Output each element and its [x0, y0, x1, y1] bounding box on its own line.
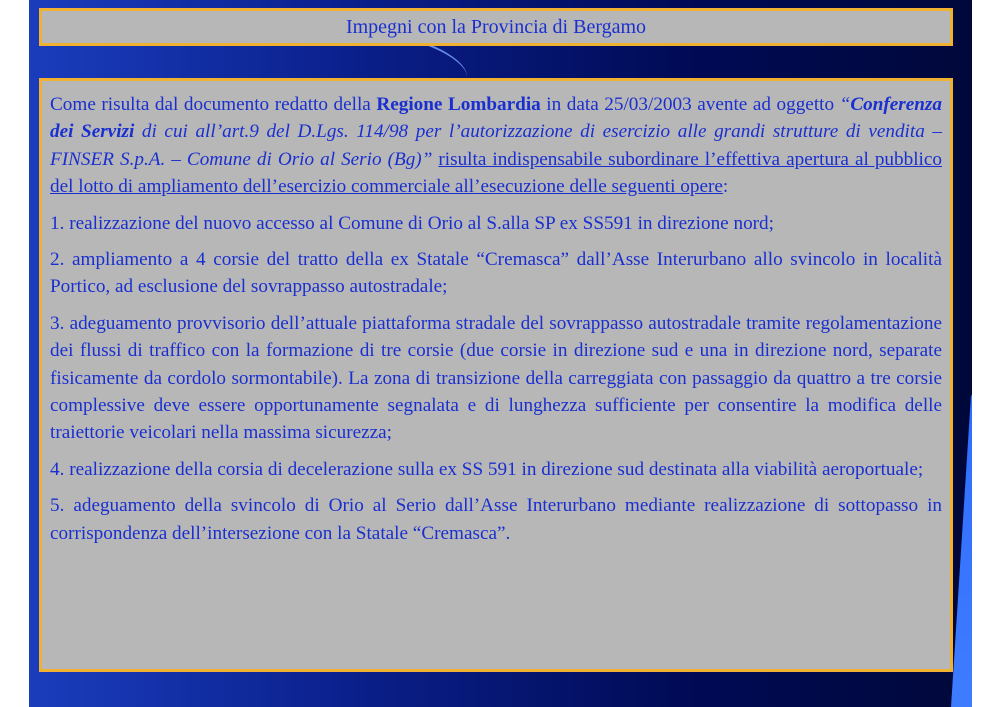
intro-text-5: : [722, 176, 729, 198]
list-item-5: 5. adeguamento della svincolo di Orio al Serio dall’Asse Interurbano mediante realizzazione di sottopasso in corrispondenza dell’intersezione con la Statale “Cremasca”. [50, 495, 942, 544]
intro-text-3: di cui all’art.9 del D.Lgs. 114/98 per l’autorizzazione di esercizio alle grandi strutture di vendita – FINSER S.p.A. – Comune di Orio al Serio (Bg)” [50, 121, 942, 170]
conference-name: Conferenza dei Servizi [50, 94, 942, 143]
list-item-2: 2. ampliamento a 4 corsie del tratto della ex Statale “Cremasca” dall’Asse Interurbano allo svincolo in località Portico, ad esclusione del sovrappasso autostradale; [50, 249, 942, 298]
list-item-3: 3. adeguamento provvisorio dell’attuale piattaforma stradale del sovrappasso autostradale tramite regolamentazione dei flussi di traffico con la formazione di tre corsie (due corsie in direzione sud e una in direzione nord, separate fisicamente da cordolo sormontabile). La zona di transizione della carreggiata con passaggio da quattro a tre corsie complessive deve essere opportunamente segnalata e di lunghezza sufficiente per consentire la modifica delle traiettorie veicolari nella massima sicurezza; [50, 312, 942, 444]
region-name: Regione Lombardia [376, 94, 541, 115]
intro-text-1: Come risulta dal documento redatto della [50, 94, 377, 115]
content-box [39, 78, 953, 672]
decorative-accent [951, 395, 972, 707]
intro-paragraph [50, 91, 942, 201]
quote-open: “ [839, 94, 851, 115]
title-bar [39, 8, 953, 46]
list-item-1: 1. realizzazione del nuovo accesso al Comune di Orio al S.alla SP ex SS591 in direzione nord; [50, 212, 774, 234]
intro-underlined: risulta indispensabile subordinare l’effettiva apertura al pubblico del lotto di ampliamento dell’esercizio commerciale all’esecuzione delle seguenti opere [50, 148, 942, 198]
intro-text-2: in data 25/03/2003 avente ad oggetto [540, 94, 840, 115]
page-title: Impegni con la Provincia di Bergamo [345, 15, 647, 38]
list-item-4: 4. realizzazione della corsia di decelerazione sulla ex SS 591 in direzione sud destinata alla viabilità aeroportuale; [50, 458, 924, 480]
